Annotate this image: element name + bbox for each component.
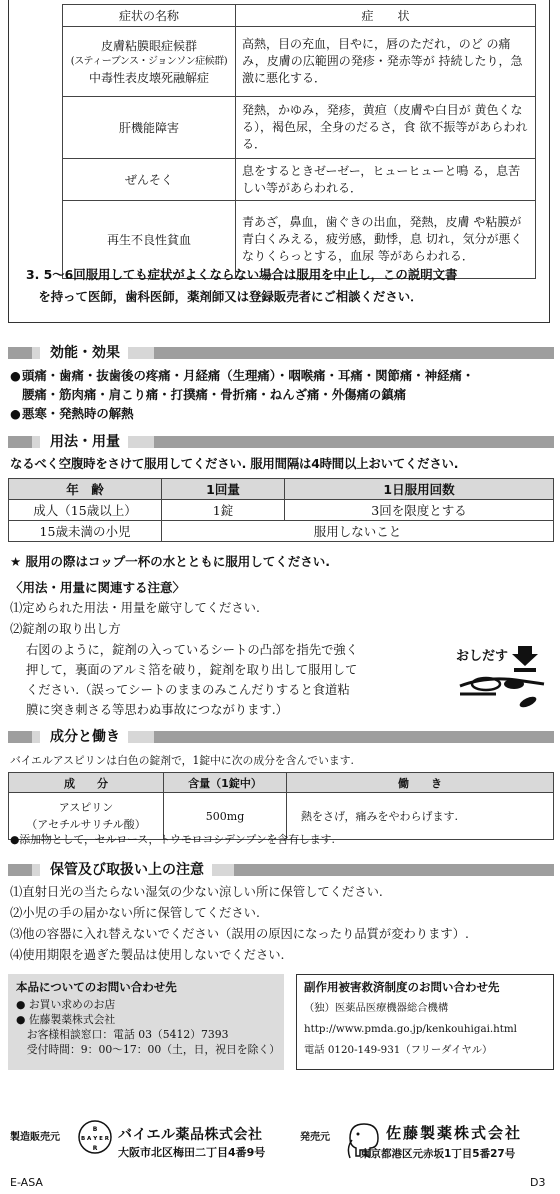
storage-item: ⑶他の容器に入れ替えないでください（誤用の原因になったり品質が変わります）.	[10, 927, 469, 941]
symptom-name-line: 皮膚粘膜眼症候群	[100, 38, 197, 53]
symptom-name-sub: (スティーブンス・ジョンソン症候群)	[70, 55, 228, 67]
dosage-title: 用法・用量	[40, 432, 128, 452]
manufacturer-name: バイエル薬品株式会社	[118, 1127, 263, 1143]
symptom-name-asthma: ぜんそく	[63, 159, 236, 201]
symptom-desc-sjs: 高熱，目の充血，目やに，唇のただれ，のど の痛み，皮膚の広範囲の発疹・発赤等が 持続したり，急激に悪化する．	[236, 27, 536, 97]
inquiry-line: ● 佐藤製薬株式会社	[16, 1013, 116, 1026]
bullet-icon: ●	[10, 368, 21, 383]
storage-heading	[8, 860, 554, 880]
ingredients-heading	[8, 727, 554, 747]
press-bar-icon	[514, 668, 536, 672]
efficacy-item	[10, 404, 550, 423]
efficacy-item	[10, 366, 550, 385]
symptoms-table	[62, 4, 536, 279]
heading-dash	[8, 436, 32, 448]
svg-text:B: B	[92, 1126, 98, 1133]
efficacy-text: 腰痛・筋肉痛・肩こり痛・打撲痛・骨折痛・ねんざ痛・外傷痛の鎮痛	[22, 387, 407, 402]
heading-bar	[154, 436, 554, 448]
howto-text	[26, 640, 438, 720]
dose-cell: 3回を限度とする	[285, 500, 554, 521]
bullet-icon: ●	[10, 406, 21, 421]
manufacturer-label: 製造販売元	[10, 1132, 60, 1143]
relief-url[interactable]: http://www.pmda.go.jp/kenkouhigai.html	[304, 1023, 517, 1035]
howto-line: 右図のように，錠剤の入っているシートの凸部を指先で強く	[26, 643, 359, 657]
efficacy-heading	[8, 343, 554, 363]
push-label: おしだす	[456, 649, 509, 664]
relief-head: 副作用被害救済制度のお問い合わせ先	[304, 980, 500, 994]
doc-code-left: E-ASA	[10, 1176, 43, 1189]
ingredients-table	[8, 772, 554, 840]
ingr-header-name: 成 分	[9, 773, 164, 793]
related-caution-title: 〈用法・用量に関連する注意〉	[10, 580, 186, 595]
seller-name: 佐藤製薬株式会社	[386, 1124, 523, 1142]
dose-header-amount: 1回量	[162, 479, 285, 500]
manufacturer-address: 大阪市北区梅田二丁目4番9号	[118, 1146, 266, 1159]
ingr-amount: 500mg	[164, 793, 287, 840]
heading-dash	[8, 347, 32, 359]
symptom-name-anemia: 再生不良性貧血	[63, 201, 236, 279]
storage-list	[10, 882, 469, 966]
additive-note: ●添加物として，セルロース，トウモロコシデンプンを含有します.	[10, 833, 335, 846]
ingr-effect: 熱をさげ，痛みをやわらげます.	[287, 793, 554, 840]
heading-bar	[154, 347, 554, 359]
relief-box	[296, 974, 554, 1070]
relief-phone: 電話 0120-149-931（フリーダイヤル）	[304, 1044, 493, 1056]
caution-item: ⑵錠剤の取り出し方	[10, 622, 121, 636]
inquiry-hours: 受付時間：9：00～17：00（土，日，祝日を除く）	[16, 1043, 281, 1056]
storage-item: ⑵小児の手の届かない所に保管してください.	[10, 906, 260, 920]
storage-item: ⑷使用期限を過ぎた製品は使用しないでください.	[10, 948, 285, 962]
dose-header-age: 年 齢	[9, 479, 162, 500]
symptom-desc-liver: 発熱，かゆみ，発疹，黄疸（皮膚や白目が 黄色くなる），褐色尿，全身のだるさ，食 欲不振等があらわれる．	[236, 97, 536, 159]
efficacy-list	[10, 366, 550, 423]
caution-item: ⑴定められた用法・用量を厳守してください.	[10, 601, 260, 615]
dose-cell: 1錠	[162, 500, 285, 521]
bayer-cross-logo	[78, 1120, 112, 1154]
storage-title: 保管及び取扱い上の注意	[40, 860, 212, 880]
dose-cell: 成人（15歳以上）	[9, 500, 162, 521]
symptoms-header-name: 症状の名称	[63, 5, 236, 27]
heading-bar	[234, 864, 554, 876]
heading-dash	[8, 864, 32, 876]
seller-label: 発売元	[300, 1132, 330, 1143]
efficacy-title: 効能・効果	[40, 343, 128, 363]
symptom-desc-asthma: 息をするときゼーゼー，ヒューヒューと鳴 る，息苦しい等があらわれる．	[236, 159, 536, 201]
seller-address: 東京都港区元赤坂1丁目5番27号	[360, 1148, 516, 1160]
ingredients-title: 成分と働き	[40, 727, 128, 747]
push-tablet-illustration	[456, 640, 552, 712]
svg-text:B A Y E R: B A Y E R	[80, 1136, 110, 1142]
storage-item: ⑴直射日光の当たらない湿気の少ない涼しい所に保管してください.	[10, 885, 383, 899]
efficacy-item	[10, 385, 550, 404]
symptom-desc-anemia: 青あざ，鼻血，歯ぐきの出血，発熱，皮膚 や粘膜が青白くみえる，疲労感，動悸，息 切れ，気分が悪くなりくらっとする，血尿 等があらわれる．	[236, 201, 536, 279]
howto-line: 膜に突き刺さる等思わぬ事故につながります.）	[26, 703, 288, 717]
symptom-name-sjs	[63, 27, 236, 97]
ingr-header-amount: 含量（1錠中）	[164, 773, 287, 793]
dose-header-times: 1日服用回数	[285, 479, 554, 500]
ingr-name-line: アスピリン	[58, 801, 114, 814]
ingr-header-effect: 働 き	[287, 773, 554, 793]
water-note: ★ 服用の際はコップ一杯の水とともに服用してください.	[10, 554, 331, 569]
ingr-name-line: （アセチルサリチル酸）	[26, 818, 146, 831]
consult-note-line: 3. 5～6回服用しても症状がよくならない場合は服用を中止し，この説明文書	[26, 267, 458, 282]
relief-org: （独）医薬品医療機器総合機構	[304, 1002, 449, 1014]
heading-dash	[8, 731, 32, 743]
dosage-heading	[8, 432, 554, 452]
tablet-icon	[518, 695, 538, 710]
dose-cell: 服用しないこと	[162, 521, 554, 542]
ingredients-intro: バイエルアスピリンは白色の錠剤で，1錠中に次の成分を含んでいます.	[10, 754, 354, 767]
howto-line: 押して，裏面のアルミ箔を破り，錠剤を取り出して服用して	[26, 663, 358, 677]
consult-note	[26, 264, 536, 308]
inquiry-phone: お客様相談窓口：電話 03（5412）7393	[16, 1028, 229, 1041]
dosage-intro: なるべく空腹時をさけて服用してください. 服用間隔は4時間以上おいてください.	[10, 456, 459, 471]
efficacy-text: 悪寒・発熱時の解熱	[22, 406, 134, 421]
inquiry-box	[8, 974, 284, 1070]
inquiry-line: ● お買い求めのお店	[16, 998, 116, 1011]
efficacy-text: 頭痛・歯痛・抜歯後の疼痛・月経痛（生理痛）・咽喉痛・耳痛・関節痛・神経痛・	[22, 368, 475, 383]
inquiry-head: 本品についてのお問い合わせ先	[16, 980, 177, 994]
doc-code-right: D3	[530, 1176, 546, 1189]
symptom-name-line: 中毒性表皮壊死融解症	[88, 70, 209, 85]
symptoms-header-desc: 症 状	[236, 5, 536, 27]
consult-note-line: を持って医師，歯科医師，薬剤師又は登録販売者にご相談ください．	[26, 289, 423, 304]
howto-line: ください.（誤ってシートのままのみこんだりすると食道粘	[26, 683, 350, 697]
svg-text:R: R	[92, 1145, 98, 1152]
down-arrow-icon	[512, 646, 538, 666]
dose-cell: 15歳未満の小児	[9, 521, 162, 542]
heading-bar	[154, 731, 554, 743]
symptom-name-liver: 肝機能障害	[63, 97, 236, 159]
dose-table	[8, 478, 554, 542]
